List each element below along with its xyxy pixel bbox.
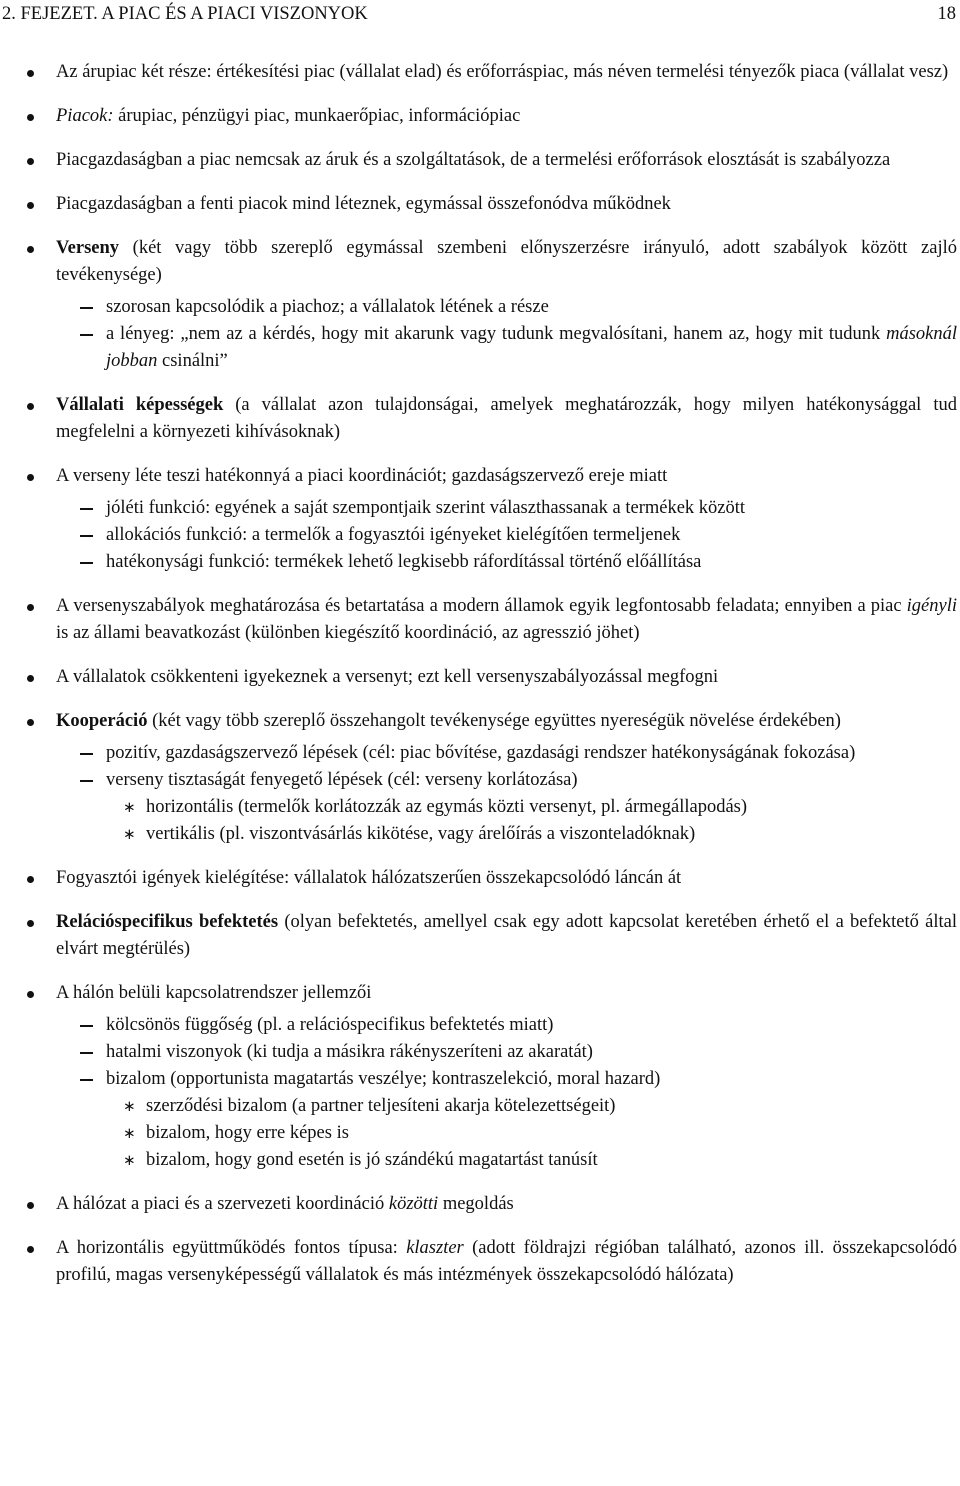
list-item (0, 1235, 960, 1289)
list-item (0, 392, 960, 446)
item-text: (két vagy több szereplő összehangolt tevékenysége együttes nyereségük növelése érdekében) (147, 711, 841, 731)
sub-item-text: csinálni” (157, 351, 228, 371)
item-term: Relációspecifikus befektetés (56, 912, 279, 932)
item-text: (a vállalat azon tulajdonságai, amelyek meghatározzák, hogy milyen hatékonysággal tud megfelelni a környezeti kihívásoknak) (56, 395, 957, 442)
sub-item-emphasis: másoknál jobban (106, 324, 957, 371)
list-item (0, 103, 960, 130)
chapter-title: 2. FEJEZET. A PIAC ÉS A PIACI VISZONYOK (2, 4, 368, 24)
sub-sub-list-item (106, 1120, 957, 1147)
sub-sub-item-text: bizalom, hogy erre képes is (146, 1123, 349, 1143)
sub-item-text: kölcsönös függőség (pl. a relációspecifikus befektetés miatt) (106, 1015, 554, 1035)
list-item (0, 1191, 960, 1218)
item-term: Piacok: (56, 106, 114, 126)
list-item (0, 191, 960, 218)
item-text: A horizontális együttműködés fontos típusa: (56, 1238, 407, 1258)
item-text: megoldás (438, 1194, 514, 1214)
item-text: A verseny léte teszi hatékonnyá a piaci koordinációt; gazdaságszervező ereje miatt (56, 466, 668, 486)
list-item (0, 235, 960, 375)
item-text: (olyan befektetés, amellyel csak egy adott kapcsolat keretében érhető el a befektető által elvárt megtérülés) (56, 912, 957, 959)
sub-list-item (56, 1066, 957, 1174)
item-text: (adott földrajzi régióban található, azonos ill. összekapcsolódó profilú, magas versenyképességű vállalatok és más intézmények összekapcsolódó hálózata) (56, 1238, 957, 1285)
page-header (2, 1, 956, 28)
sub-list (56, 1012, 957, 1174)
list-item (0, 708, 960, 848)
item-emphasis: igényli (906, 596, 957, 616)
item-text: (két vagy több szereplő egymással szembeni előnyszerzésre irányuló, adott szabályok között zajló tevékenysége) (56, 238, 957, 285)
sub-list (56, 495, 957, 576)
sub-item-text: bizalom (opportunista magatartás veszélye; kontraszelekció, moral hazard) (106, 1069, 661, 1089)
sub-item-text: a lényeg: „nem az a kérdés, hogy mit akarunk vagy tudunk megvalósítani, hanem az, hogy mit tudunk (106, 324, 887, 344)
sub-sub-item-text: bizalom, hogy gond esetén is jó szándékú magatartást tanúsít (146, 1150, 598, 1170)
item-text: Az árupiac két része: értékesítési piac (vállalat elad) és erőforráspiac, más néven termelési tényezők piaca (vállalat vesz) (56, 62, 949, 82)
sub-item-text: jóléti funkció: egyének a saját szempontjaik szerint választhassanak a termékek között (106, 498, 746, 518)
sub-sub-item-text: szerződési bizalom (a partner teljesíteni akarja kötelezettségeit) (146, 1096, 616, 1116)
bullet-list (0, 59, 960, 1289)
sub-sub-list (106, 794, 957, 848)
sub-list-item (56, 294, 957, 321)
sub-sub-item-text: vertikális (pl. viszontvásárlás kikötése, vagy árelőírás a viszonteladóknak) (146, 824, 696, 844)
sub-list-item (56, 767, 957, 848)
list-item (0, 593, 960, 647)
sub-item-text: verseny tisztaságát fenyegető lépések (cél: verseny korlátozása) (106, 770, 578, 790)
sub-list-item (56, 740, 957, 767)
sub-list-item (56, 321, 957, 375)
item-text: Fogyasztói igények kielégítése: vállalatok hálózatszerűen összekapcsolódó láncán át (56, 868, 682, 888)
item-text: A hálón belüli kapcsolatrendszer jellemzői (56, 983, 372, 1003)
sub-list (56, 740, 957, 848)
item-text: A hálózat a piaci és a szervezeti koordináció (56, 1194, 389, 1214)
list-item (0, 59, 960, 86)
sub-item-text: szorosan kapcsolódik a piachoz; a vállalatok létének a része (106, 297, 549, 317)
sub-list-item (56, 522, 957, 549)
item-emphasis: klaszter (406, 1238, 464, 1258)
item-text: Piacgazdaságban a fenti piacok mind léteznek, egymással összefonódva működnek (56, 194, 671, 214)
sub-list (56, 294, 957, 375)
page-number: 18 (937, 4, 956, 24)
item-emphasis: közötti (388, 1194, 439, 1214)
sub-list-item (56, 495, 957, 522)
sub-list-item (56, 1039, 957, 1066)
item-term: Vállalati képességek (56, 395, 224, 415)
list-item (0, 147, 960, 174)
sub-list-item (56, 1012, 957, 1039)
list-item (0, 865, 960, 892)
sub-item-text: pozitív, gazdaságszervező lépések (cél: piac bővítése, gazdasági rendszer hatékonyságának fokozása) (106, 743, 856, 763)
list-item (0, 463, 960, 576)
sub-sub-list-item (106, 794, 957, 821)
page-content (0, 59, 960, 1306)
sub-item-text: hatalmi viszonyok (ki tudja a másikra rákényszeríteni az akaratát) (106, 1042, 593, 1062)
list-item (0, 664, 960, 691)
sub-item-text: hatékonysági funkció: termékek lehető legkisebb ráfordítással történő előállítása (106, 552, 702, 572)
item-term: Verseny (56, 238, 120, 258)
sub-sub-list (106, 1093, 957, 1174)
item-text: is az állami beavatkozást (különben kiegészítő koordináció, az agresszió jöhet) (56, 623, 640, 643)
sub-sub-item-text: horizontális (termelők korlátozzák az egymás közti versenyt, pl. ármegállapodás) (146, 797, 748, 817)
item-term: Kooperáció (56, 711, 148, 731)
item-text: A versenyszabályok meghatározása és betartatása a modern államok egyik legfontosabb feladata; ennyiben a piac (56, 596, 907, 616)
list-item (0, 909, 960, 963)
item-text: árupiac, pénzügyi piac, munkaerőpiac, információpiac (113, 106, 521, 126)
sub-sub-list-item (106, 1147, 957, 1174)
item-text: Piacgazdaságban a piac nemcsak az áruk és a szolgáltatások, de a termelési erőforrások elosztását is szabályozza (56, 150, 891, 170)
sub-sub-list-item (106, 821, 957, 848)
sub-sub-list-item (106, 1093, 957, 1120)
item-text: A vállalatok csökkenteni igyekeznek a versenyt; ezt kell versenyszabályozással megfogni (56, 667, 719, 687)
sub-list-item (56, 549, 957, 576)
sub-item-text: allokációs funkció: a termelők a fogyasztói igényeket kielégítően termeljenek (106, 525, 681, 545)
list-item (0, 980, 960, 1174)
